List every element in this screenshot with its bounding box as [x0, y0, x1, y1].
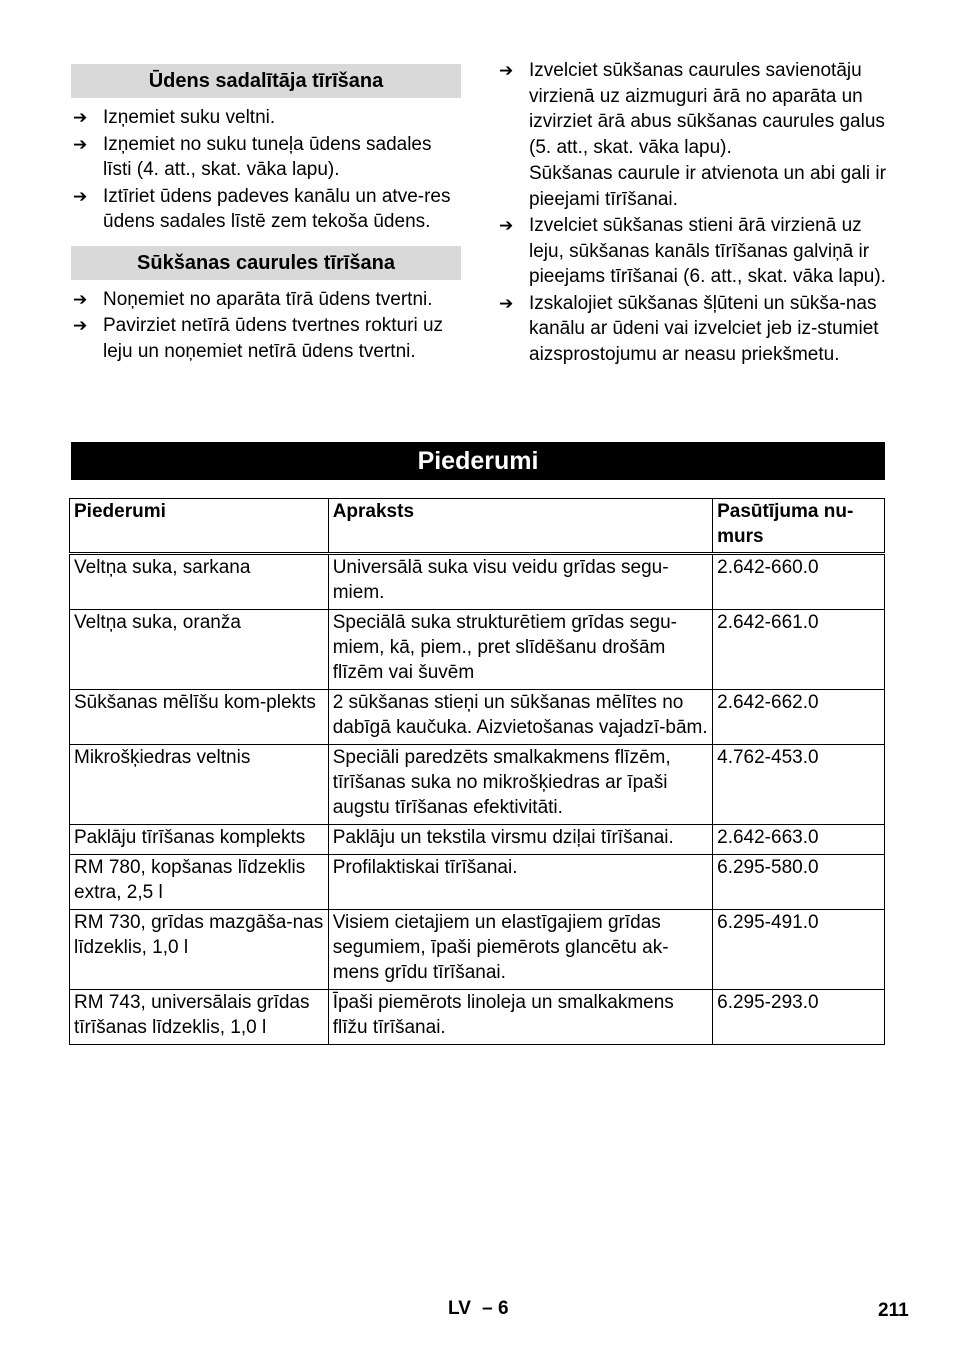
- cell-order-number: 4.762-453.0: [713, 745, 885, 825]
- cell-order-number: 6.295-580.0: [713, 855, 885, 910]
- list-item: ➔ Izņemiet no suku tuneļa ūdens sadales līsti (4. att., skat. vāka lapu).: [73, 133, 432, 180]
- cell-accessory: RM 743, universālais grīdas tīrīšanas līdzeklis, 1,0 l: [70, 990, 329, 1045]
- cell-accessory: Veltņa suka, oranža: [70, 610, 329, 690]
- table-header-row: [70, 499, 885, 554]
- table-row: [70, 825, 885, 855]
- list-item: ➔ Iztīriet ūdens padeves kanālu un atve-res ūdens sadales līstē zem tekoša ūdens.: [73, 185, 451, 232]
- cell-description: Speciāli paredzēts smalkakmens flīzēm, tīrīšanas suka no mikrošķiedras ar īpaši augstu tīrīšanas efektivitāti.: [328, 745, 712, 825]
- column-header-order-number: Pasūtījuma nu-murs: [713, 499, 885, 554]
- list-item: ➔ Izņemiet suku veltni.: [71, 105, 461, 131]
- cell-description: Visiem cietajiem un elastīgajiem grīdas segumiem, īpaši piemērots glancētu ak-mens grīdu tīrīšanai.: [328, 910, 712, 990]
- table-row: [70, 690, 885, 745]
- footer-section-page: – 6: [482, 1298, 509, 1319]
- result-note: Sūkšanas caurule ir atvienota un abi gali ir pieejami tīrīšanai.: [529, 163, 886, 210]
- accessories-banner: Piederumi: [71, 442, 885, 480]
- cell-order-number: 2.642-662.0: [713, 690, 885, 745]
- list-item: ➔ Pavirziet netīrā ūdens tvertnes rokturi uz leju un noņemiet netīrā ūdens tvertni.: [73, 315, 444, 362]
- right-column: [497, 58, 887, 367]
- cell-order-number: 2.642-661.0: [713, 610, 885, 690]
- table-row: [70, 855, 885, 910]
- right-steps-2: [497, 213, 887, 367]
- cell-description: 2 sūkšanas stieņi un sūkšanas mēlītes no dabīgā kaučuka. Aizvietošanas vajadzī-bām.: [328, 690, 712, 745]
- cell-accessory: Sūkšanas mēlīšu kom-plekts: [70, 690, 329, 745]
- suction-pipe-steps: [71, 287, 461, 365]
- cell-order-number: 2.642-663.0: [713, 825, 885, 855]
- arrow-right-icon: ➔: [73, 316, 88, 335]
- water-distributor-steps: [71, 105, 461, 235]
- column-header-description: Apraksts: [328, 499, 712, 554]
- cell-order-number: 6.295-293.0: [713, 990, 885, 1045]
- arrow-right-icon: ➔: [73, 108, 88, 127]
- cell-accessory: Paklāju tīrīšanas komplekts: [70, 825, 329, 855]
- cell-order-number: 2.642-660.0: [713, 554, 885, 610]
- page-number: 211: [878, 1300, 909, 1321]
- table-row: [70, 990, 885, 1045]
- cell-description: Speciālā suka strukturētiem grīdas segu-miem, kā, piem., pret slīdēšanu drošām flīzēm vai šuvēm: [328, 610, 712, 690]
- section-heading-suction-pipe: Sūkšanas caurules tīrīšana: [71, 246, 461, 280]
- arrow-right-icon: ➔: [499, 61, 514, 80]
- column-header-accessory: Piederumi: [70, 499, 329, 554]
- arrow-right-icon: ➔: [73, 289, 88, 309]
- accessories-table: [69, 498, 885, 1045]
- cell-description: Īpaši piemērots linoleja un smalkakmens flīžu tīrīšanai.: [328, 990, 712, 1045]
- table-row: [70, 910, 885, 990]
- footer-language-page: [448, 1298, 509, 1320]
- cell-description: Paklāju un tekstila virsmu dziļai tīrīšanai.: [328, 825, 712, 855]
- list-item: ➔ Izvelciet sūkšanas caurules savienotāju virzienā uz aizmuguri ārā no aparāta un izvirziet ārā abus sūkšanas caurules galus (5. att., skat. vāka lapu).: [499, 60, 885, 158]
- table-row: [70, 610, 885, 690]
- left-column: [71, 64, 461, 364]
- arrow-right-icon: ➔: [499, 293, 514, 313]
- table-row: [70, 554, 885, 610]
- arrow-right-icon: ➔: [73, 134, 88, 154]
- right-steps: [497, 58, 887, 160]
- list-item: ➔ Izskalojiet sūkšanas šļūteni un sūkša-nas kanālu ar ūdeni vai izvelciet jeb iz-stumiet aizsprostojumu ar neasu priekšmetu.: [499, 292, 879, 365]
- list-item: ➔ Izvelciet sūkšanas stieni ārā virzienā uz leju, sūkšanas kanāls tīrīšanas galviņā ir pieejams tīrīšanai (6. att., skat. vāka lapu).: [499, 215, 886, 287]
- cell-accessory: RM 780, kopšanas līdzeklis extra, 2,5 l: [70, 855, 329, 910]
- section-heading-water-distributor: Ūdens sadalītāja tīrīšana: [71, 64, 461, 98]
- cell-accessory: Mikrošķiedras veltnis: [70, 745, 329, 825]
- cell-description: Profilaktiskai tīrīšanai.: [328, 855, 712, 910]
- table-row: [70, 745, 885, 825]
- arrow-right-icon: ➔: [499, 216, 514, 235]
- cell-order-number: 6.295-491.0: [713, 910, 885, 990]
- list-item: ➔ Noņemiet no aparāta tīrā ūdens tvertni.: [71, 287, 461, 313]
- cell-accessory: RM 730, grīdas mazgāša-nas līdzeklis, 1,0 l: [70, 910, 329, 990]
- footer-language: LV: [448, 1298, 471, 1319]
- arrow-right-icon: ➔: [73, 186, 88, 206]
- cell-accessory: Veltņa suka, sarkana: [70, 554, 329, 610]
- cell-description: Universālā suka visu veidu grīdas segu-miem.: [328, 554, 712, 610]
